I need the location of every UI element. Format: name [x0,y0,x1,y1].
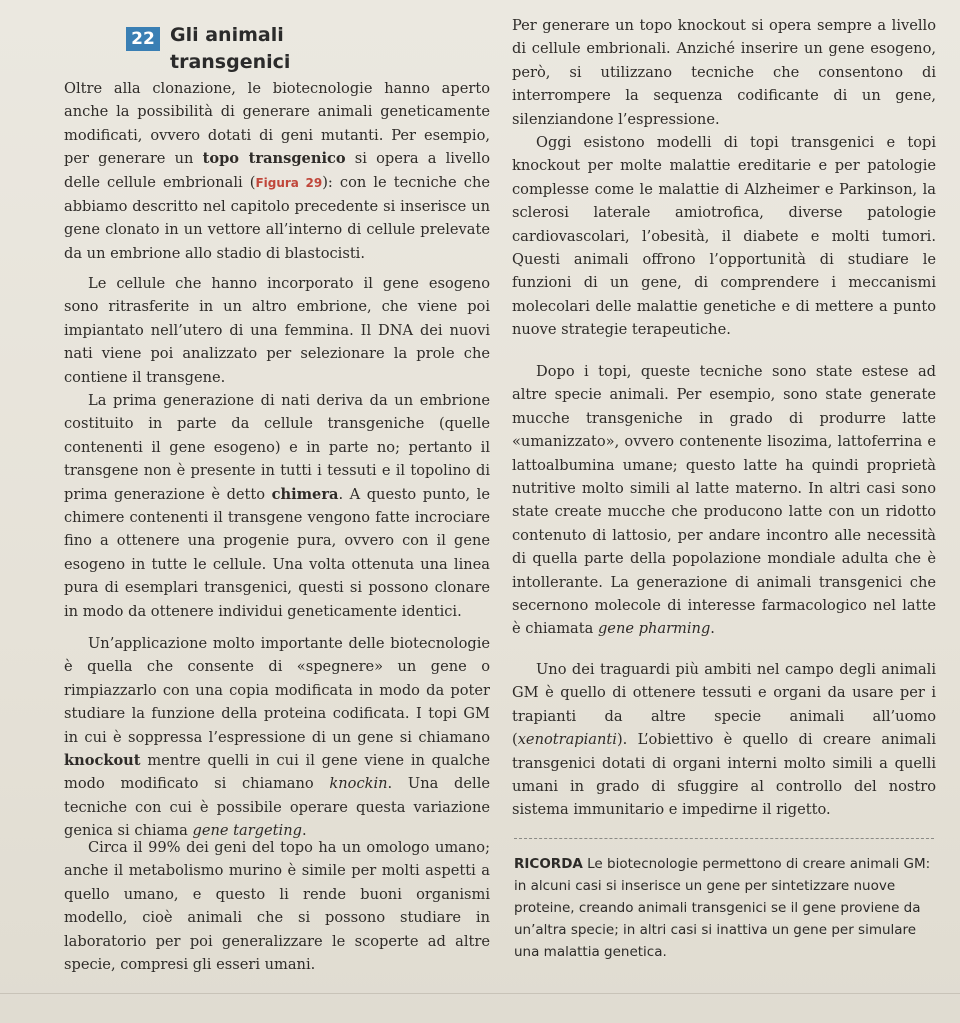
remember-label: RICORDA [514,856,583,872]
right-paragraph-1: Per generare un topo knockout si opera sempre a livello di cellule embrionali. Anziché inserire un gene esogeno, però, si utilizzano tecniche che consentono di interrompere la sequenza codificante di un gene, silenziandone l’espressione. [512,17,936,128]
page-bottom-rule [0,993,960,994]
section-title-line-2: transgenici [170,51,291,73]
right-paragraph-3: Dopo i topi, queste tecniche sono state estese ad altre specie animali. Per esempio, sono state generate mucche transgeniche in grado di produrre latte «umanizzato», ovvero contenente lisozima, lattoferrina e lattoalbumina umane; questo latte ha quindi proprietà nutritive molto simili al latte materno. In altri casi sono state create mucche che producono latte con un ridotto contenuto di lattosio, per andare incontro alle necessità di quella parte della popolazione mondiale adulta che è intollerante. La generazione di animali transgenici che secernono molecole di interesse farmacologico nel latte è chiamata gene pharming. [512,363,936,638]
left-paragraph-3: La prima generazione di nati deriva da un embrione costituito in parte da cellule transgeniche (quelle contenenti il gene esogeno) e in parte no; pertanto il transgene non è presente in tutti i tessuti e il topolino di prima generazione è detto chimera. A questo punto, le chimere contenenti il transgene vengono fatte incrociare fino a ottenere una progenie pura, ovvero con il gene esogeno in tutte le cellule. Una volta ottenuta una linea pura di esemplari transgenici, questi si possono clonare in modo da ottenere individui geneticamente identici. [64,392,490,620]
right-paragraph-2: Oggi esistono modelli di topi transgenici e topi knockout per molte malattie ereditarie e per patologie complesse come le malattie di Alzheimer e Parkinson, la sclerosi laterale amiotrofica, diverse patologie cardiovascolari, l’obesità, il diabete e molti tumori. Questi animali offrono l’opportunità di studiare le funzioni di un gene, di comprendere i meccanismi molecolari delle malattie genetiche e di mettere a punto nuove strategie terapeutiche. [512,134,936,339]
figure-reference[interactable]: Figura 29 [255,175,323,190]
left-paragraph-4: Un’applicazione molto importante delle biotecnologie è quella che consente di «spegnere» un gene o rimpiazzarlo con una copia modificata in modo da poter studiare la funzione della proteina codificata. I topi GM in cui è soppressa l’espressione di un gene si chiamano knockout mentre quelli in cui il gene viene in qualche modo modificato si chiamano knockin. Una delle tecniche con cui è possibile operare questa variazione genica si chiama gene targeting. [64,635,491,840]
left-paragraph-1: Oltre alla clonazione, le biotecnologie hanno aperto anche la possibilità di generare animali geneticamente modificati, ovvero dotati di geni mutanti. Per esempio, per generare un topo transgenico si opera a livello delle cellule embrionali (Figura 29): con le tecniche che abbiamo descritto nel capitolo precedente si inserisce un gene clonato in un vettore all’interno di cellule prelevate da un embrione allo stadio di blastocisti. [64,80,490,262]
section-heading [126,22,486,76]
section-number-badge: 22 [126,27,160,51]
remember-box [514,838,934,963]
left-paragraph-5: Circa il 99% dei geni del topo ha un omologo umano; anche il metabolismo murino è simile per molti aspetti a quello umano, e questo li rende buoni organismi modello, cioè animali che si possono studiare in laboratorio per poi generalizzare le scoperte ad altre specie, compresi gli esseri umani. [64,839,490,974]
remember-text: Le biotecnologie permettono di creare animali GM: in alcuni casi si inserisce un gene per sintetizzare nuove proteine, creando animali transgenici se il gene proviene da un’altra specie; in altri casi si inattiva un gene per simulare una malattia genetica. [514,856,931,960]
right-paragraph-4: Uno dei traguardi più ambiti nel campo degli animali GM è quello di ottenere tessuti e organi da usare per i trapianti da altre specie animali all’uomo (xenotrapianti). L’obiettivo è quello di creare animali transgenici dotati di organi interni molto simili a quelli umani in grado di sfuggire al controllo del nostro sistema immunitario e impedirne il rigetto. [512,661,936,819]
section-title-line-1: Gli animali [170,24,284,46]
left-paragraph-2: Le cellule che hanno incorporato il gene esogeno sono ritrasferite in un altro embrione, che viene poi impiantato nell’utero di una femmina. Il DNA dei nuovi nati viene poi analizzato per selezionare la prole che contiene il transgene. [64,275,490,386]
